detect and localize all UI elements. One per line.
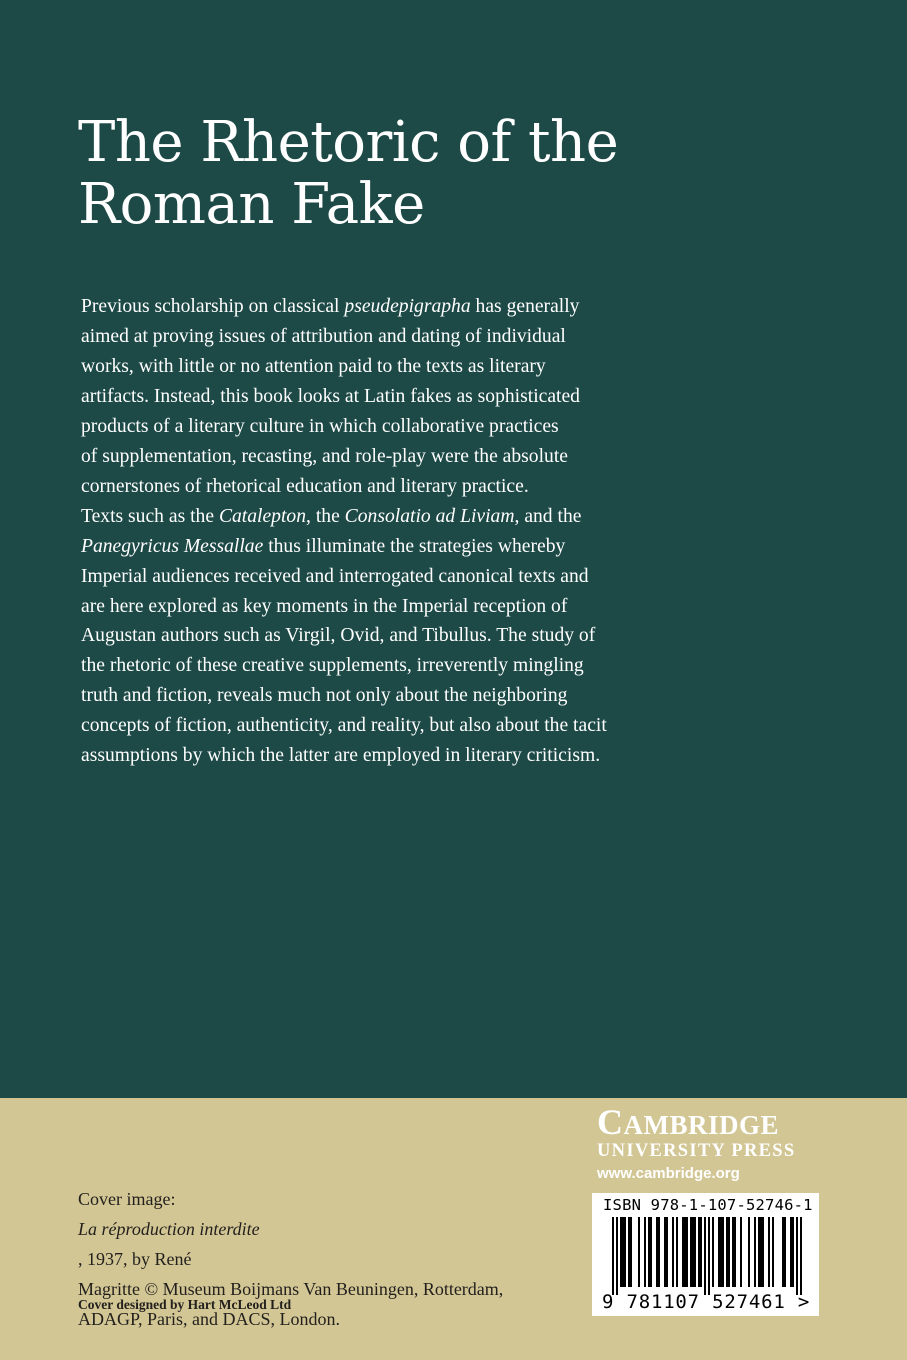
barcode-bar bbox=[720, 1217, 722, 1287]
text-run: truth and fiction, reveals much not only about the neighboring bbox=[81, 685, 568, 707]
text-run: ADAGP, Paris, and DACS, London. bbox=[78, 1309, 341, 1329]
barcode-bar bbox=[650, 1217, 652, 1287]
barcode-bar bbox=[630, 1217, 632, 1287]
barcode-bar bbox=[622, 1217, 624, 1287]
book-title-line: The Rhetoric of the bbox=[78, 110, 619, 175]
text-run: , and the bbox=[514, 505, 582, 527]
barcode-bar bbox=[722, 1217, 724, 1287]
description-line bbox=[81, 592, 681, 622]
barcode-bar bbox=[790, 1217, 792, 1287]
text-run: works, with little or no attention paid to the texts as literary bbox=[81, 355, 546, 377]
barcode-digits: 9 781107 527461 > bbox=[602, 1291, 811, 1313]
italic-text: La réproduction interdite bbox=[78, 1219, 260, 1239]
text-run: Texts such as the bbox=[81, 505, 219, 527]
description-line bbox=[81, 382, 681, 412]
barcode-bar bbox=[700, 1217, 702, 1287]
text-run: are here explored as key moments in the Imperial reception of bbox=[81, 595, 568, 617]
barcode-bar bbox=[628, 1217, 630, 1287]
barcode-bar bbox=[686, 1217, 688, 1287]
text-run: products of a literary culture in which collaborative practices bbox=[81, 415, 559, 437]
description-line bbox=[81, 412, 681, 442]
publisher-logo-rest: AMBRIDGE bbox=[623, 1110, 780, 1140]
barcode-bar bbox=[732, 1217, 734, 1287]
barcode-bar bbox=[740, 1217, 742, 1287]
publisher-url: www.cambridge.org bbox=[597, 1165, 740, 1182]
description-line bbox=[81, 322, 681, 352]
barcode-bar bbox=[754, 1217, 756, 1287]
italic-text: pseudepigrapha bbox=[344, 296, 471, 317]
text-run: Cover image: bbox=[78, 1189, 176, 1209]
barcode-bar bbox=[672, 1217, 674, 1287]
cover-designer-credit: Cover designed by Hart McLeod Ltd bbox=[78, 1297, 292, 1312]
description-line bbox=[81, 651, 681, 681]
barcode-bar bbox=[726, 1217, 728, 1287]
barcode-bar bbox=[658, 1217, 660, 1287]
description-line bbox=[81, 681, 681, 711]
barcode-bar bbox=[690, 1217, 692, 1287]
book-title-line: Roman Fake bbox=[78, 172, 425, 237]
barcode-bar bbox=[784, 1217, 786, 1287]
text-run: Augustan authors such as Virgil, Ovid, and Tibullus. The study of bbox=[81, 625, 596, 647]
description-line bbox=[81, 442, 681, 472]
isbn-label: ISBN 978-1-107-52746-1 bbox=[603, 1196, 813, 1214]
barcode-bar bbox=[782, 1217, 784, 1287]
book-title bbox=[78, 112, 618, 236]
barcode-bar bbox=[648, 1217, 650, 1287]
barcode-bar bbox=[694, 1217, 696, 1287]
italic-text: Catalepton bbox=[218, 505, 307, 527]
barcode-bar bbox=[772, 1217, 774, 1287]
publisher-logo-subtitle: UNIVERSITY PRESS bbox=[597, 1141, 796, 1161]
description-line bbox=[81, 562, 681, 592]
barcode-bar bbox=[698, 1217, 700, 1287]
text-run: of supplementation, recasting, and role-play were the absolute bbox=[81, 445, 568, 467]
barcode-bar bbox=[748, 1217, 750, 1287]
description-line bbox=[81, 292, 681, 322]
barcode-bar bbox=[718, 1217, 720, 1287]
barcode-bar bbox=[692, 1217, 694, 1287]
text-run: , the bbox=[306, 505, 345, 527]
barcode-bar bbox=[676, 1217, 678, 1287]
barcode-bar bbox=[734, 1217, 736, 1287]
barcode-bar bbox=[704, 1217, 706, 1295]
italic-text: Panegyricus Messallae bbox=[81, 535, 264, 557]
description-line bbox=[81, 621, 681, 651]
text-run: Previous scholarship on classical bbox=[81, 296, 345, 317]
text-run: aimed at proving issues of attribution and dating of individual bbox=[81, 325, 566, 347]
barcode-bar bbox=[666, 1217, 668, 1287]
isbn-barcode bbox=[592, 1193, 819, 1316]
barcode-bar bbox=[708, 1217, 710, 1295]
barcode-bar bbox=[616, 1217, 618, 1295]
barcode-bar bbox=[682, 1217, 684, 1287]
barcode-bar bbox=[762, 1217, 764, 1287]
text-run: has generally bbox=[470, 296, 580, 317]
description-line bbox=[81, 502, 681, 532]
barcode-bar bbox=[656, 1217, 658, 1287]
text-run: Imperial audiences received and interrogated canonical texts and bbox=[81, 565, 589, 587]
text-run: thus illuminate the strategies whereby bbox=[263, 535, 566, 557]
barcode-bar bbox=[612, 1217, 614, 1295]
barcode-bar bbox=[758, 1217, 760, 1287]
credit-line bbox=[78, 1184, 558, 1274]
publisher-logo-initial: C bbox=[597, 1102, 624, 1142]
barcode-bar bbox=[728, 1217, 730, 1287]
description-line bbox=[81, 711, 681, 741]
text-run: cornerstones of rhetorical education and literary practice. bbox=[81, 475, 529, 497]
text-run: the rhetoric of these creative supplements, irreverently mingling bbox=[81, 655, 584, 677]
barcode-bar bbox=[792, 1217, 794, 1287]
description-line bbox=[81, 352, 681, 382]
text-run: assumptions by which the latter are employed in literary criticism. bbox=[81, 745, 601, 767]
barcode-bar bbox=[768, 1217, 770, 1287]
text-run: , 1937, by René bbox=[78, 1249, 192, 1269]
barcode-bar bbox=[684, 1217, 686, 1287]
barcode-bar bbox=[664, 1217, 666, 1287]
italic-text: Consolatio ad Liviam bbox=[344, 505, 515, 527]
text-run: artifacts. Instead, this book looks at Latin fakes as sophisticated bbox=[81, 385, 580, 407]
description-line bbox=[81, 532, 681, 562]
publisher-logo-name bbox=[597, 1102, 779, 1145]
text-run: Magritte © Museum Boijmans Van Beuningen, Rotterdam, bbox=[78, 1279, 504, 1299]
barcode-bar bbox=[644, 1217, 646, 1287]
barcode-bar bbox=[800, 1217, 802, 1295]
description-line bbox=[81, 472, 681, 502]
description-line bbox=[81, 741, 681, 771]
text-run: concepts of fiction, authenticity, and reality, but also about the tacit bbox=[81, 715, 607, 737]
barcode-bar bbox=[620, 1217, 622, 1287]
barcode-bar bbox=[760, 1217, 762, 1287]
barcode-bar bbox=[796, 1217, 798, 1295]
barcode-bar bbox=[624, 1217, 626, 1287]
book-description bbox=[81, 292, 681, 771]
barcode-bar bbox=[638, 1217, 640, 1287]
barcode-bar bbox=[712, 1217, 714, 1287]
